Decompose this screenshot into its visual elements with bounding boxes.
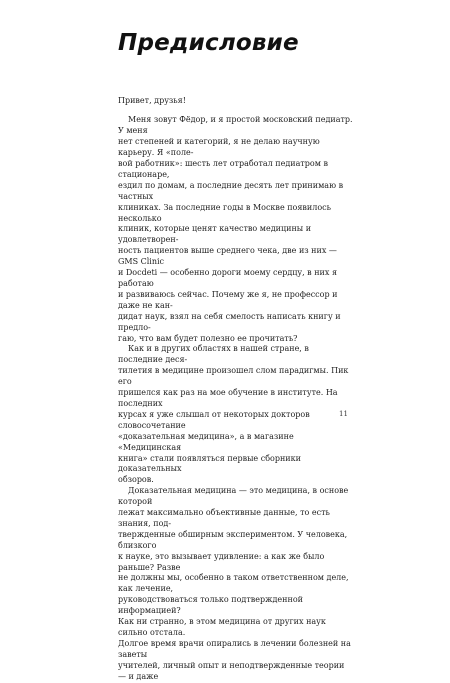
text-line: тилетия в медицине произошел слом парадигмы. Пик его [118,366,349,387]
text-line: книга» стали появляться первые сборники доказательных [118,453,301,474]
body-text [118,96,354,683]
text-line: руководствоваться только подтвержденной информацией? [118,595,303,616]
text-line: гаю, что вам будет полезно ее прочитать? [118,333,298,343]
text-line: вой работник»: шесть лет отработал педиатром в стационаре, [118,159,329,179]
text-line: твержденные обширным экспериментом. У человека, близкого [118,529,348,550]
text-line: и развиваюсь сейчас. Почему же я, не профессор и даже не кан- [118,289,338,310]
text-line: Долгое время врачи опирались в лечении болезней на заветы [118,638,351,659]
text-line: Меня зовут Фёдор, и я простой московский педиатр. У меня [118,115,353,136]
paragraph-2 [118,344,354,486]
text-line: курсах я уже слышал от некоторых докторов словосочетание [118,409,310,430]
text-line: ездил по домам, а последние десять лет принимаю в частных [118,180,344,201]
text-line: «доказательная медицина», а в магазине «Медицинская [118,431,294,452]
chapter-title: Предисловие [118,30,299,56]
text-line: дидат наук, взял на себя смелость написать книгу и предло- [118,311,341,332]
text-line: не должны мы, особенно в таком ответственном деле, как лечение, [118,573,349,594]
text-line: обзоров. [118,475,154,485]
greeting: Привет, друзья! [118,96,186,105]
text-line: пришелся как раз на мое обучение в институте. На последних [118,388,338,408]
paragraph-3 [118,486,354,682]
text-line: учителей, личный опыт и неподтвержденные теории — и даже [118,660,345,681]
text-line: Как и в других областях в нашей стране, в последние деся- [118,344,309,365]
paragraph-1 [118,115,354,344]
text-line: Доказательная медицина — это медицина, в основе которой [118,486,349,507]
text-line: нет степеней и категорий, я не делаю научную карьеру. Я «поле- [118,137,320,158]
text-line: ность пациентов выше среднего чека, две из них — GMS Clinic [118,246,337,267]
text-line: лежат максимально объективные данные, то есть знания, под- [118,508,330,528]
text-line: и Docdeti — особенно дороги моему сердцу, в них я работаю [118,268,337,288]
text-line: клиник, которые ценят качество медицины и удовлетворен- [118,224,312,245]
text-line: клиниках. За последние годы в Москве появилось несколько [118,202,331,223]
page-number: 11 [339,410,348,418]
text-line: к науке, это вызывает удивление: а как же было раньше? Разве [118,551,325,572]
text-line: Как ни странно, в этом медицина от других наук сильно отстала. [118,617,326,637]
